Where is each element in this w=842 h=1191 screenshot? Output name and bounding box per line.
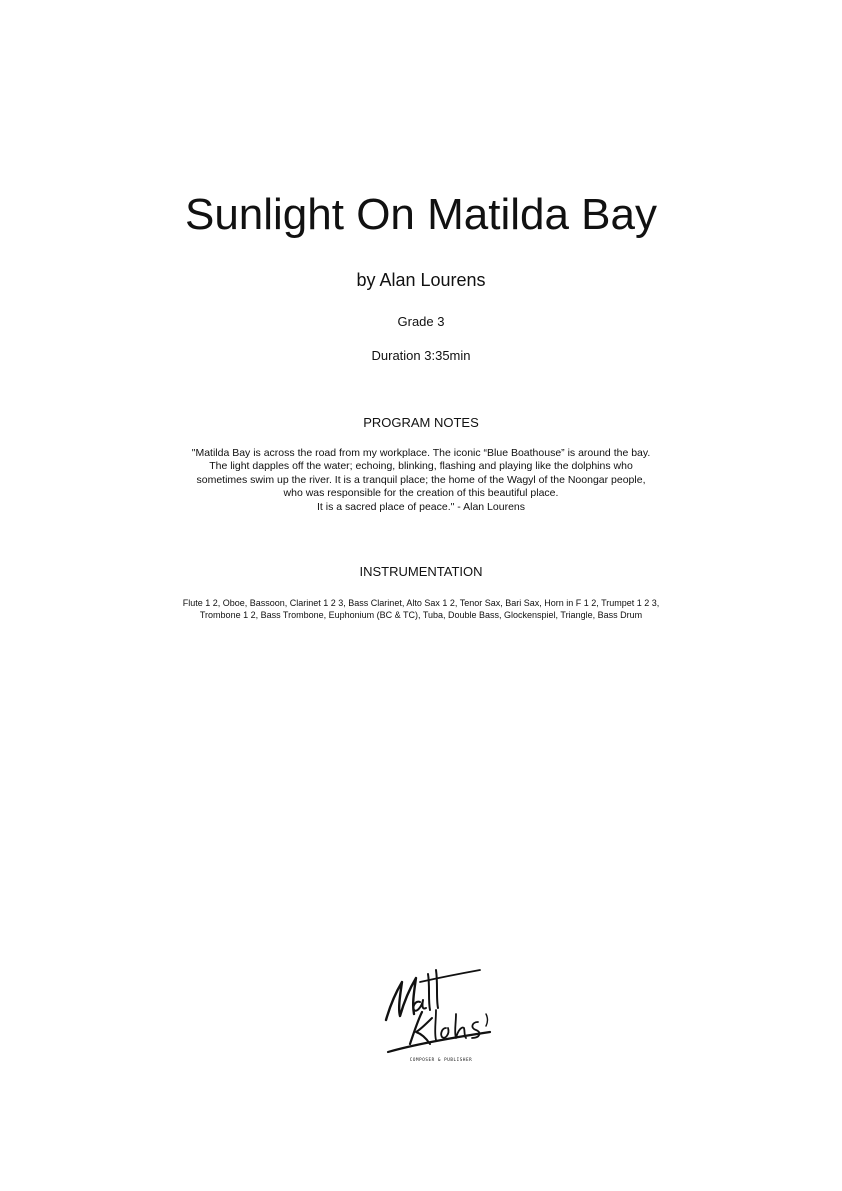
- score-title: Sunlight On Matilda Bay: [184, 190, 658, 239]
- program-notes-line: "Matilda Bay is across the road from my workplace. The iconic “Blue Boathouse” is around the bay.: [191, 447, 651, 459]
- program-notes-line: who was responsible for the creation of this beautiful place.: [283, 487, 559, 500]
- program-notes-line: sometimes swim up the river. It is a tranquil place; the home of the Wagyl of the Noongar people,: [196, 473, 646, 486]
- program-notes-line: The light dapples off the water; echoing, blinking, flashing and playing like the dolphins who: [209, 460, 633, 473]
- publisher-tagline: COMPOSER & PUBLISHER: [409, 1057, 473, 1062]
- instrumentation-heading: INSTRUMENTATION: [359, 564, 483, 579]
- duration: Duration 3:35min: [371, 348, 471, 363]
- instrumentation-line: Trombone 1 2, Bass Trombone, Euphonium (BC & TC), Tuba, Double Bass, Glockenspiel, Triangle, Bass Drum: [199, 609, 643, 620]
- matt-klohs-signature-logo-icon: [376, 958, 506, 1066]
- composer-credit: by Alan Lourens: [356, 270, 486, 290]
- instrumentation-list: [60, 598, 782, 621]
- program-notes-line: It is a sacred place of peace." - Alan Lourens: [316, 500, 526, 513]
- program-notes-heading: PROGRAM NOTES: [363, 415, 479, 430]
- instrumentation-line: Flute 1 2, Oboe, Bassoon, Clarinet 1 2 3, Bass Clarinet, Alto Sax 1 2, Tenor Sax, Bari Sax, Horn in F 1 2, Trumpet 1 2 3,: [182, 598, 660, 608]
- program-notes-text: [0, 447, 842, 514]
- grade-level: Grade 3: [397, 314, 445, 329]
